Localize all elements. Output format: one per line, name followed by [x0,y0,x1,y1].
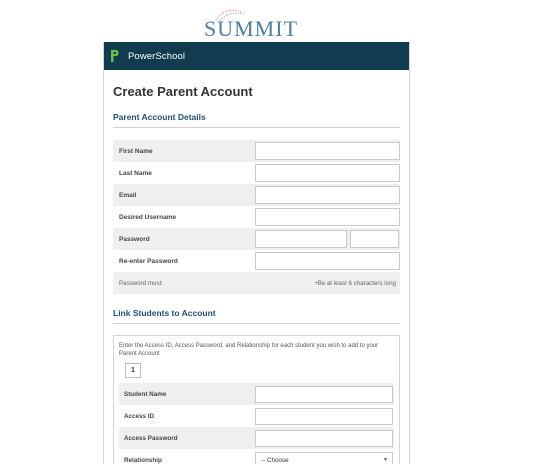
password-requirements-text: •Be at least 6 characters long [315,279,396,287]
chevron-down-icon: ▼ [383,457,388,463]
reenter-password-row [113,250,400,272]
parent-details-heading: Parent Account Details [113,112,400,128]
summit-logo [196,0,314,40]
password-label: Password [119,235,150,243]
password-requirements-row [113,272,400,294]
relationship-selected-value: -- Choose [261,456,289,464]
first-name-field[interactable] [255,142,401,160]
powerschool-brand: PowerSchool [128,50,186,62]
student-link-box [113,335,400,464]
page-title: Create Parent Account [113,84,253,99]
access-id-label: Access ID [124,412,155,420]
email-row [113,184,400,206]
last-name-row [113,162,400,184]
first-name-row [113,140,400,162]
password-requirements-label: Password must: [119,279,164,287]
form-content [104,84,409,464]
relationship-label: Relationship [124,456,162,464]
create-account-panel [103,42,410,464]
password-strength-box [350,230,399,248]
password-field[interactable] [255,230,347,248]
last-name-label: Last Name [119,169,152,177]
student-number-badge: 1 [125,363,141,378]
powerschool-logo-icon [110,49,119,63]
username-label: Desired Username [119,213,177,221]
first-name-label: First Name [119,147,153,155]
powerschool-header [104,42,409,70]
access-id-row [119,405,394,427]
access-id-field[interactable] [255,408,393,425]
access-password-label: Access Password [124,434,178,442]
reenter-password-label: Re-enter Password [119,257,178,265]
email-field[interactable] [255,186,401,204]
summit-logo-graphic [196,0,314,40]
last-name-field[interactable] [255,164,401,182]
access-password-row [119,427,394,449]
password-row [113,228,400,250]
relationship-row [119,449,394,464]
link-students-heading: Link Students to Account [113,308,400,324]
link-instructions: Enter the Access ID, Access Password, and Relationship for each student you wish to add to your Parent Account [119,343,379,357]
username-row [113,206,400,228]
summit-logo-text: SUMMIT [204,16,299,40]
student-name-row [119,383,394,405]
username-field[interactable] [255,208,401,226]
reenter-password-field[interactable] [255,252,401,270]
student-name-field[interactable] [255,386,393,403]
email-label: Email [119,191,137,199]
student-name-label: Student Name [124,390,167,398]
student-link-form [119,383,394,464]
relationship-select[interactable] [255,452,393,464]
access-password-field[interactable] [255,430,393,447]
parent-details-form [113,140,400,294]
